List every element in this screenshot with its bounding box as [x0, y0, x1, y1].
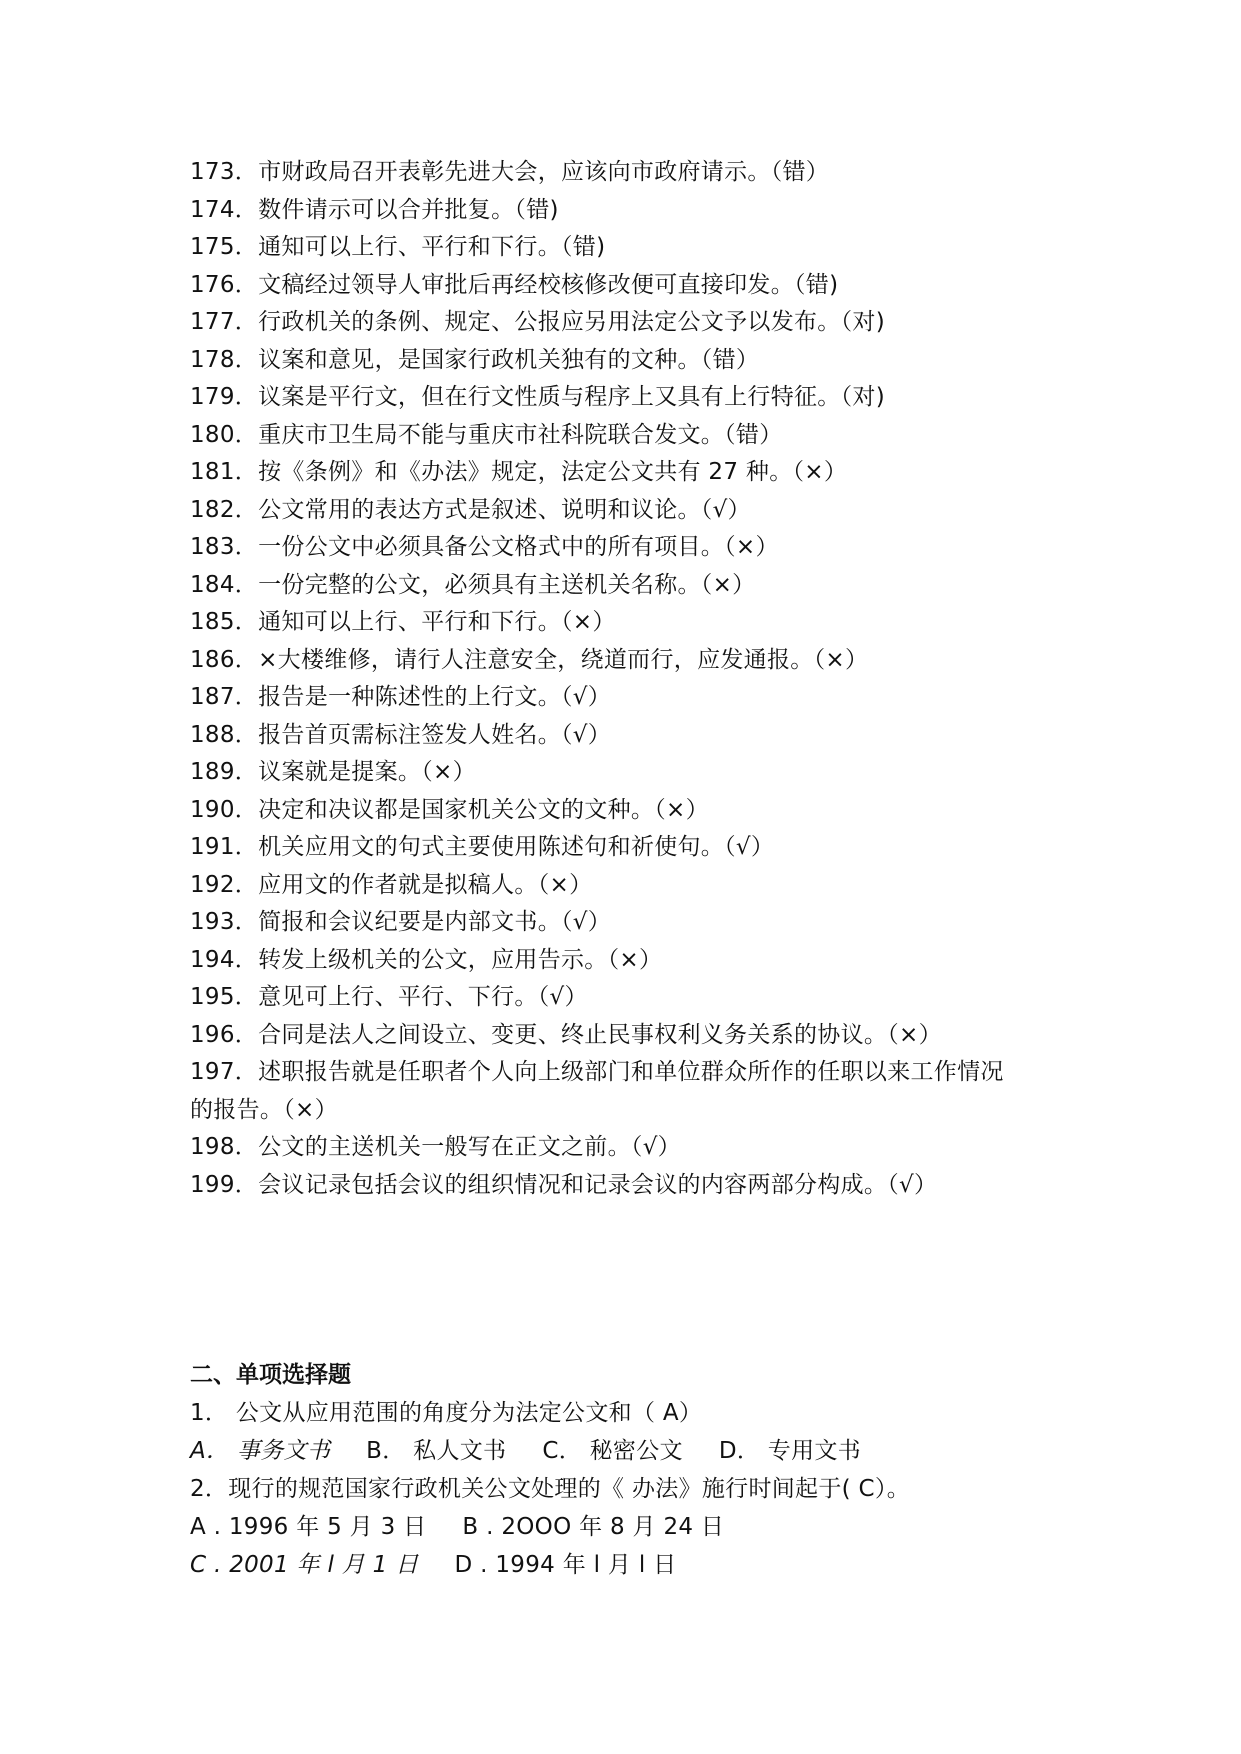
list-item: 179．议案是平行文，但在行文性质与程序上又具有上行特征。（对)	[190, 384, 885, 410]
list-item: 194．转发上级机关的公文，应用告示。（×）	[190, 946, 663, 973]
option-b: B . 2OOO 年 8 月 24 日	[462, 1514, 725, 1540]
list-item: 173．市财政局召开表彰先进大会，应该向市政府请示。（错）	[190, 159, 830, 185]
option-a: A． 事务文书	[190, 1438, 331, 1464]
list-item: 190．决定和决议都是国家机关公文的文种。（×）	[190, 796, 709, 823]
list-item: 175．通知可以上行、平行和下行。（错)	[190, 234, 606, 260]
true-false-list	[190, 154, 1090, 1204]
list-item: 174．数件请示可以合并批复。（错)	[190, 196, 559, 223]
option-d: D . 1994 年 l 月 l 日	[454, 1552, 677, 1578]
option-c: C． 秘密公文	[542, 1438, 683, 1464]
list-item: 188．报告首页需标注签发人姓名。（√）	[190, 721, 612, 748]
list-item: 189．议案就是提案。（×）	[190, 759, 476, 785]
single-choice-section	[190, 1356, 1090, 1584]
list-item: 180．重庆市卫生局不能与重庆市社科院联合发文。（错）	[190, 421, 783, 448]
list-item-continuation: 的报告。（×）	[190, 1096, 338, 1123]
list-item: 198．公文的主送机关一般写在正文之前。（√）	[190, 1134, 681, 1160]
question-1: 1． 公文从应用范围的角度分为法定公文和（ A）	[190, 1400, 703, 1426]
option-c: C . 2001 年 l 月 1 日	[190, 1552, 419, 1578]
option-d: D． 专用文书	[718, 1438, 861, 1464]
question-2-options-row2	[190, 1546, 1090, 1584]
list-item: 181．按《条例》和《办法》规定，法定公文共有 27 种。（×）	[190, 459, 848, 485]
question-1-options	[190, 1432, 1090, 1470]
list-item: 187．报告是一种陈述性的上行文。（√）	[190, 684, 612, 710]
list-item: 193．简报和会议纪要是内部文书。（√）	[190, 909, 612, 935]
list-item: 183．一份公文中必须具备公文格式中的所有项目。（×）	[190, 534, 779, 560]
option-a: A . 1996 年 5 月 3 日	[190, 1514, 427, 1540]
list-item: 192．应用文的作者就是拟稿人。（×）	[190, 871, 593, 898]
list-item: 196．合同是法人之间设立、变更、终止民事权利义务关系的协议。（×）	[190, 1021, 942, 1048]
list-item: 177．行政机关的条例、规定、公报应另用法定公文予以发布。（对)	[190, 309, 885, 335]
list-item: 176．文稿经过领导人审批后再经校核修改便可直接印发。（错)	[190, 271, 839, 298]
list-item: 195．意见可上行、平行、下行。（√）	[190, 984, 588, 1010]
list-item: 178．议案和意见，是国家行政机关独有的文种。（错）	[190, 346, 760, 373]
option-b: B． 私人文书	[366, 1438, 507, 1464]
list-item: 199．会议记录包括会议的组织情况和记录会议的内容两部分构成。（√）	[190, 1171, 938, 1198]
list-item: 182．公文常用的表达方式是叙述、说明和议论。（√）	[190, 496, 751, 523]
list-item: 186．×大楼维修，请行人注意安全，绕道而行，应发通报。（×）	[190, 646, 869, 673]
list-item: 191．机关应用文的句式主要使用陈述句和祈使句。（√）	[190, 834, 775, 860]
section-title: 二、单项选择题	[190, 1362, 351, 1388]
list-item: 184．一份完整的公文，必须具有主送机关名称。（×）	[190, 571, 756, 598]
list-item: 185．通知可以上行、平行和下行。（×）	[190, 609, 616, 635]
list-item: 197．述职报告就是任职者个人向上级部门和单位群众所作的任职以来工作情况	[190, 1059, 1004, 1085]
question-2-options-row1	[190, 1508, 1090, 1546]
question-2: 2．现行的规范国家行政机关公文处理的《 办法》施行时间起于( C）。	[190, 1476, 910, 1502]
